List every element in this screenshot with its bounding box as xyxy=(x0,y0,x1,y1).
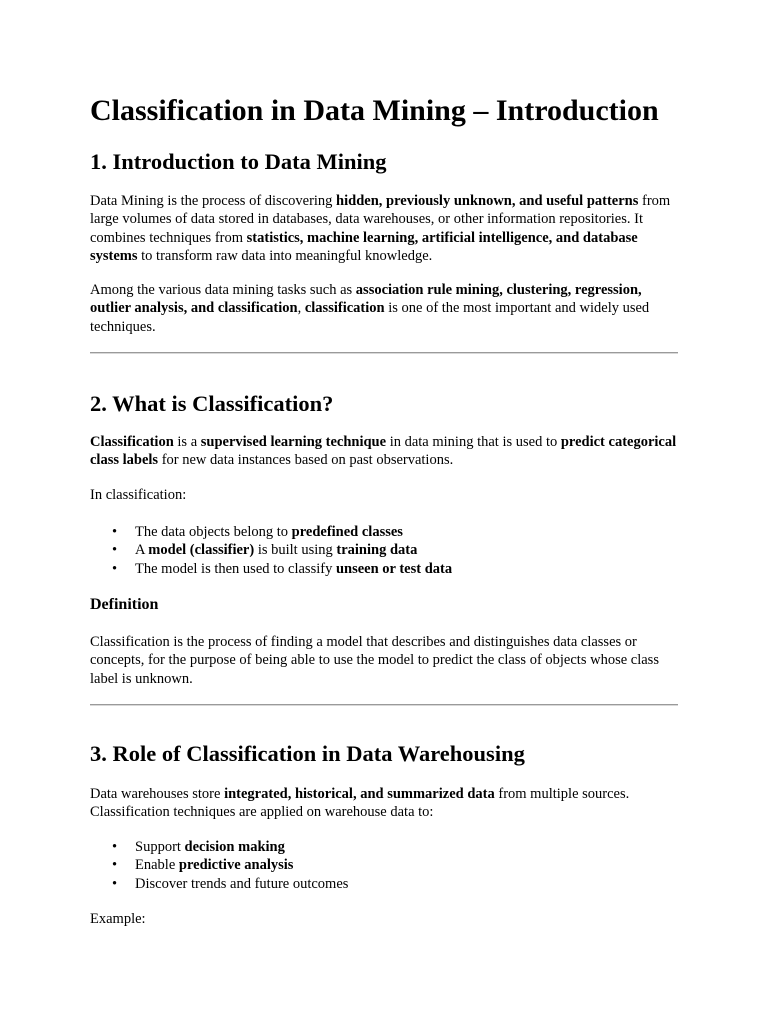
list-item xyxy=(90,875,680,893)
bullet-icon: • xyxy=(112,857,118,874)
text-run: , xyxy=(297,300,305,317)
bold-text-run: integrated, historical, and summarized data xyxy=(224,786,495,802)
definition-text: Classification is the process of finding a model that describes and distinguishes data classes or concepts, for the purpose of being able to use the model to predict the class of objects whose class label is unknown. xyxy=(90,634,659,687)
bullet-icon: • xyxy=(112,524,118,540)
bold-text-run: decision making xyxy=(184,839,285,855)
definition-heading: Definition xyxy=(90,596,159,613)
bold-text-run: statistics, machine learning, artificial intelligence, and database systems xyxy=(90,229,638,264)
bold-text-run: supervised learning technique xyxy=(200,434,387,450)
section-divider-2 xyxy=(90,704,678,706)
document-title: Classification in Data Mining – Introduction xyxy=(90,94,659,127)
text-run: from large volumes of data stored in databases, data warehouses, or other information repositories. It combines techniques from xyxy=(90,193,671,246)
section-2-heading: 2. What is Classification? xyxy=(90,391,334,416)
bold-text-run: unseen or test data xyxy=(335,560,453,577)
text-run: Discover trends and future outcomes xyxy=(135,875,349,892)
section-3-bullet-list xyxy=(90,838,680,893)
text-run: from multiple sources. Classification techniques are applied on warehouse data to: xyxy=(90,786,630,821)
bullet-icon: • xyxy=(112,560,118,577)
text-run: Among the various data mining tasks such as xyxy=(90,282,356,298)
text-run: for new data instances based on past observations. xyxy=(158,452,454,469)
bold-text-run: predefined classes xyxy=(291,524,403,540)
text-run: to transform raw data into meaningful knowledge. xyxy=(137,247,433,264)
text-run: A xyxy=(135,542,149,559)
text-run: is a xyxy=(173,434,201,450)
text-run: Enable xyxy=(135,857,179,874)
bold-text-run: predictive analysis xyxy=(178,857,294,874)
list-item xyxy=(90,523,680,541)
section-1-heading: 1. Introduction to Data Mining xyxy=(90,149,387,174)
list-item xyxy=(90,838,680,856)
bold-text-run: model (classifier) xyxy=(148,542,255,559)
text-run: Data Mining is the process of discovering xyxy=(90,193,337,209)
text-run: Support xyxy=(135,839,185,855)
list-item xyxy=(90,560,680,578)
bold-text-run: Classification xyxy=(90,434,174,450)
text-run: The data objects belong to xyxy=(135,524,292,540)
bullet-icon: • xyxy=(112,875,118,892)
bold-text-run: training data xyxy=(336,542,418,559)
bullet-icon: • xyxy=(112,839,118,855)
example-label: Example: xyxy=(90,911,146,927)
text-run: Data warehouses store xyxy=(90,786,225,802)
section-2-intro: In classification: xyxy=(90,487,187,503)
bullet-icon: • xyxy=(112,542,118,559)
section-3-paragraph-1 xyxy=(90,785,680,822)
section-1-paragraph-2 xyxy=(90,281,680,336)
text-run: is built using xyxy=(254,542,337,559)
bold-text-run: classification xyxy=(304,300,385,317)
list-item xyxy=(90,541,680,559)
section-1-paragraph-1 xyxy=(90,192,680,265)
bold-text-run: association rule mining, clustering, regression, outlier analysis, and classification xyxy=(90,282,642,317)
bold-text-run: predict categorical class labels xyxy=(90,434,677,469)
section-2-paragraph-1 xyxy=(90,433,680,470)
text-run: The model is then used to classify xyxy=(135,560,336,577)
list-item xyxy=(90,856,680,874)
section-divider-1 xyxy=(90,352,678,354)
text-run: in data mining that is used to xyxy=(386,434,561,450)
text-run: is one of the most important and widely used techniques. xyxy=(90,300,650,335)
section-2-bullet-list xyxy=(90,523,680,578)
bold-text-run: hidden, previously unknown, and useful patterns xyxy=(336,193,639,209)
section-3-heading: 3. Role of Classification in Data Warehousing xyxy=(90,741,525,766)
